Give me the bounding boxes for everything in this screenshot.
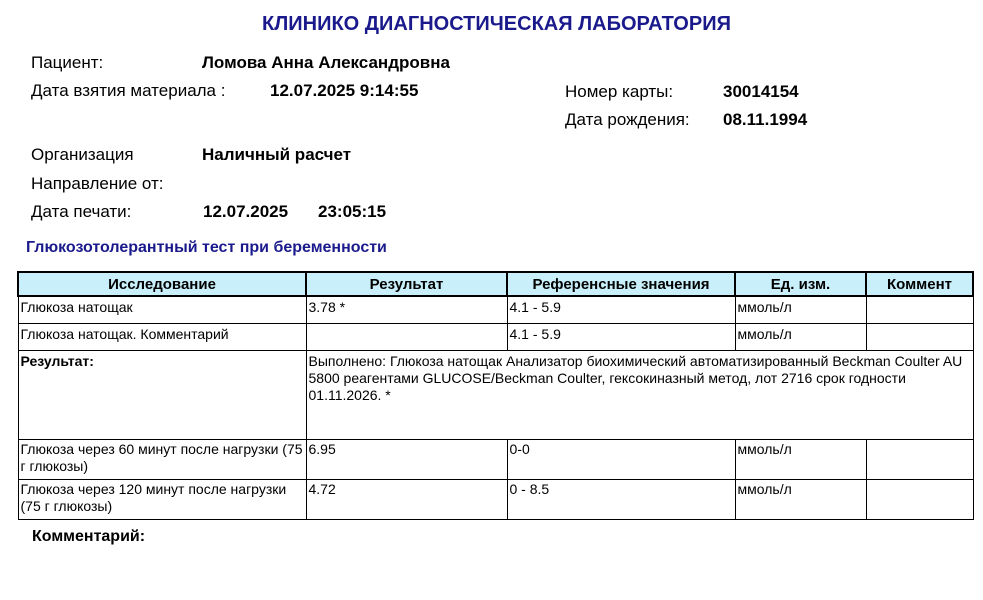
cell-reference: 0 - 8.5 [507, 480, 735, 520]
cell-comment [866, 296, 973, 324]
comment-label: Комментарий: [32, 528, 146, 545]
patient-label: Пациент: [31, 53, 104, 72]
table-header-row [18, 272, 973, 296]
cell-result: 3.78 * [306, 296, 507, 324]
print-date-label: Дата печати: [31, 202, 132, 221]
print-time-value: 23:05:15 [318, 202, 387, 221]
cell-reference: 4.1 - 5.9 [507, 324, 735, 351]
sample-date-label: Дата взятия материала : [31, 81, 226, 100]
cell-test-name: Глюкоза натощак [18, 296, 306, 324]
cell-comment [866, 324, 973, 351]
table-row [18, 296, 973, 324]
result-label: Результат: [18, 351, 306, 440]
patient-name: Ломова Анна Александровна [202, 53, 450, 72]
cell-reference: 0-0 [507, 440, 735, 480]
referral-label: Направление от: [31, 174, 164, 193]
cell-result: 4.72 [306, 480, 507, 520]
column-header-reference: Референсные значения [507, 272, 735, 296]
results-table [17, 271, 974, 520]
sample-date-value: 12.07.2025 9:14:55 [270, 81, 419, 100]
cell-unit: ммоль/л [735, 296, 866, 324]
cell-test-name: Глюкоза натощак. Комментарий [18, 324, 306, 351]
cell-test-name: Глюкоза через 60 минут после нагрузки (75 г глюкозы) [18, 440, 306, 480]
print-date-value: 12.07.2025 [203, 202, 289, 221]
cell-unit: ммоль/л [735, 480, 866, 520]
cell-comment [866, 440, 973, 480]
column-header-comment: Коммент [866, 272, 973, 296]
result-description-row [18, 351, 973, 440]
result-text: Выполнено: Глюкоза натощак Анализатор биохимический автоматизированный Beckman Coulter AU 5800 реагентами GLUCOSE/Beckman Coulter, гексокиназный метод, лот 2716 срок годности 01.11.2026. * [306, 351, 973, 440]
org-label: Организация [31, 145, 134, 164]
card-value: 30014154 [723, 82, 799, 101]
cell-result: 6.95 [306, 440, 507, 480]
lab-title: КЛИНИКО ДИАГНОСТИЧЕСКАЯ ЛАБОРАТОРИЯ [262, 13, 731, 35]
table-row [18, 480, 973, 520]
column-header-test: Исследование [18, 272, 306, 296]
cell-test-name: Глюкоза через 120 минут после нагрузки (75 г глюкозы) [18, 480, 306, 520]
column-header-unit: Ед. изм. [735, 272, 866, 296]
birth-value: 08.11.1994 [723, 110, 808, 129]
table-row [18, 440, 973, 480]
column-header-result: Результат [306, 272, 507, 296]
cell-unit: ммоль/л [735, 440, 866, 480]
card-label: Номер карты: [565, 82, 674, 101]
cell-reference: 4.1 - 5.9 [507, 296, 735, 324]
cell-unit: ммоль/л [735, 324, 866, 351]
org-value: Наличный расчет [202, 145, 352, 164]
cell-comment [866, 480, 973, 520]
table-row [18, 324, 973, 351]
cell-result [306, 324, 507, 351]
birth-label: Дата рождения: [565, 110, 690, 129]
test-title: Глюкозотолерантный тест при беременности [26, 239, 387, 256]
